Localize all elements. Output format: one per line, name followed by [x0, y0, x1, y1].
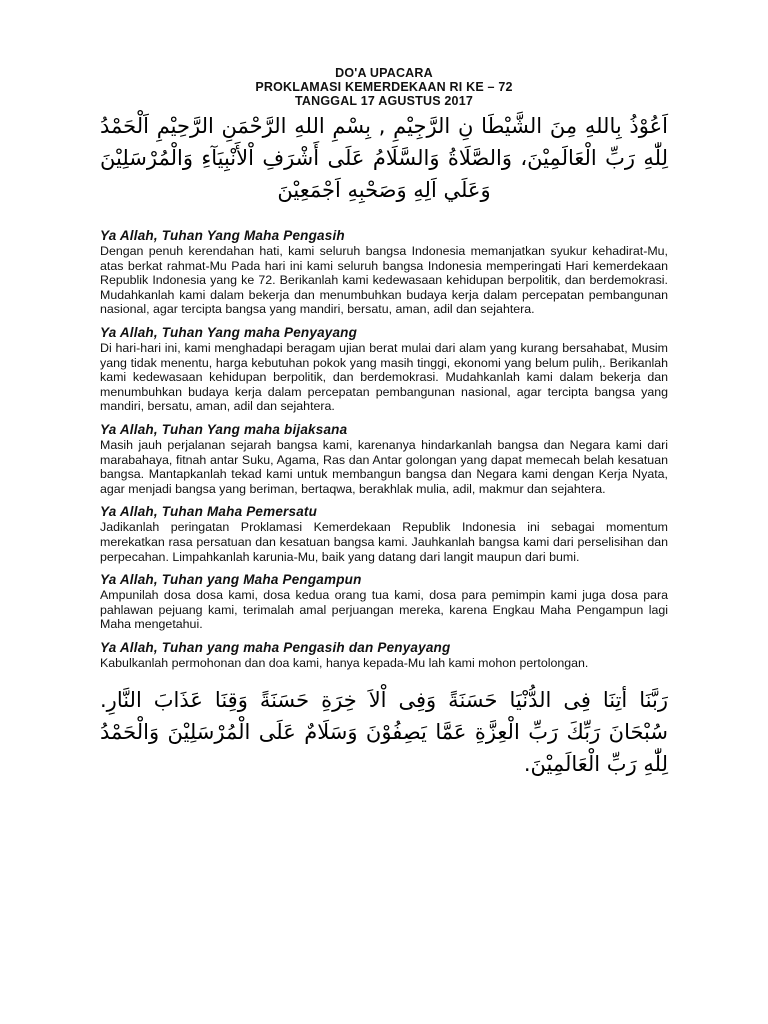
closing-arabic-prayer: رَبَّنَا أتِنَا فِى الدُّنْيَا حَسَنَةً وَفِى اْلاَ خِرَةِ حَسَنَةً وَقِنَا عَذَابَ النَّارِ. سُبْحَانَ رَبِّكَ رَبِّ الْعِزَّةِ عَمَّا يَصِفُوْنَ وَسَلَامٌ عَلَى الْمُرْسَلِيْنَ وَالْحَمْدُ لِلّٰهِ رَبِّ الْعَالَمِيْنَ.	[100, 688, 668, 777]
prayer-section	[100, 572, 668, 632]
section-title: Ya Allah, Tuhan Yang maha Penyayang	[100, 324, 358, 340]
section-body: Masih jauh perjalanan sejarah bangsa kami, karenanya hindarkanlah bangsa dan Negara kami dari marabahaya, fitnah antar Suku, Agama, Ras dan Antar golongan yang dapat memecah belah kesatuan bangsa. Mantapkanlah tekad kami untuk membangun bangsa dan Negara kami dengan Kerja Nyata, agar menjadi bangsa yang beriman, bertaqwa, berakhlak mulia, adil, makmur dan sejahtera.	[100, 437, 668, 496]
section-body: Di hari-hari ini, kami menghadapi beragam ujian berat mulai dari alam yang kurang bersahabat, Musim yang tidak menentu, harga kebutuhan pokok yang masih tinggi, ekonomi yang belum pulih,. Berikanlah kami kedewasaan kehidupan berpolitik, dan berdemokrasi. Mudahkanlah kami dalam bekerja dan menumbuhkan budaya kerja dalam percepatan pembangunan nasional, agar tercipta bangsa yang mandiri, bersatu, aman, adil dan sejahtera.	[100, 340, 668, 414]
section-body: Dengan penuh kerendahan hati, kami seluruh bangsa Indonesia memanjatkan syukur kehadirat-Mu, atas berkat rahmat-Mu Pada hari ini kami seluruh bangsa Indonesia memperingati Hari kemerdekaan Republik Indonesia yang ke 72. Berikanlah kami kedewasaan kehidupan berpolitik, dan berdemokrasi. Mudahkanlah kami dalam bekerja dan menumbuhkan budaya kerja dalam percepatan pembangunan nasional, agar tercipta bangsa yang mandiri, bersatu, aman, adil dan sejahtera.	[100, 244, 668, 317]
opening-arabic-prayer: اَعُوْذُ بِاللهِ مِنَ الشَّيْطَا نِ الرَّجِيْمِ , بِسْمِ اللهِ الرَّحْمَنِ الرَّحِيْمِ اَلْحَمْدُ لِلّٰهِ رَبِّ الْعَالَمِيْنَ، وَالصَّلَاةُ وَالسَّلَامُ عَلَى أَشْرَفِ اْلأَنْبِيَآءِ وَالْمُرْسَلِيْنَ وَعَلَي اَلِهِ وَصَحْبِهِ اَجْمَعِيْنَ	[100, 114, 668, 202]
section-title: Ya Allah, Tuhan Yang maha bijaksana	[100, 421, 348, 437]
header-date: TANGGAL 17 AGUSTUS 2017	[294, 94, 474, 108]
section-title: Ya Allah, Tuhan yang Maha Pengampun	[100, 572, 362, 588]
section-body: Kabulkanlah permohonan dan doa kami, hanya kepada-Mu lah kami mohon pertolongan.	[100, 655, 589, 670]
section-body: Ampunilah dosa dosa kami, dosa kedua orang tua kami, dosa para pemimpin kami juga dosa para pahlawan pejuang kami, terimalah amal perjuangan mereka, karena Engkau Maha Pengampun lagi Maha mengetahui.	[100, 588, 668, 632]
prayer-section	[100, 325, 668, 414]
header-title: DO'A UPACARA	[335, 66, 433, 80]
document-header	[100, 66, 668, 108]
section-title: Ya Allah, Tuhan Yang Maha Pengasih	[100, 228, 345, 243]
prayer-section	[100, 640, 668, 671]
header-subtitle: PROKLAMASI KEMERDEKAAN RI KE – 72	[255, 80, 513, 94]
section-body: Jadikanlah peringatan Proklamasi Kemerdekaan Republik Indonesia ini sebagai momentum merekatkan rasa persatuan dan kesatuan bangsa kami. Jauhkanlah bangsa kami dari perselisihan dan perpecahan. Limpahkanlah karunia-Mu, baik yang datang dari langit maupun dari bumi.	[100, 520, 668, 564]
prayer-section	[100, 228, 668, 317]
prayer-section	[100, 504, 668, 564]
section-title: Ya Allah, Tuhan Maha Pemersatu	[100, 504, 318, 520]
section-title: Ya Allah, Tuhan yang maha Pengasih dan Penyayang	[100, 639, 451, 655]
prayer-section	[100, 422, 668, 496]
